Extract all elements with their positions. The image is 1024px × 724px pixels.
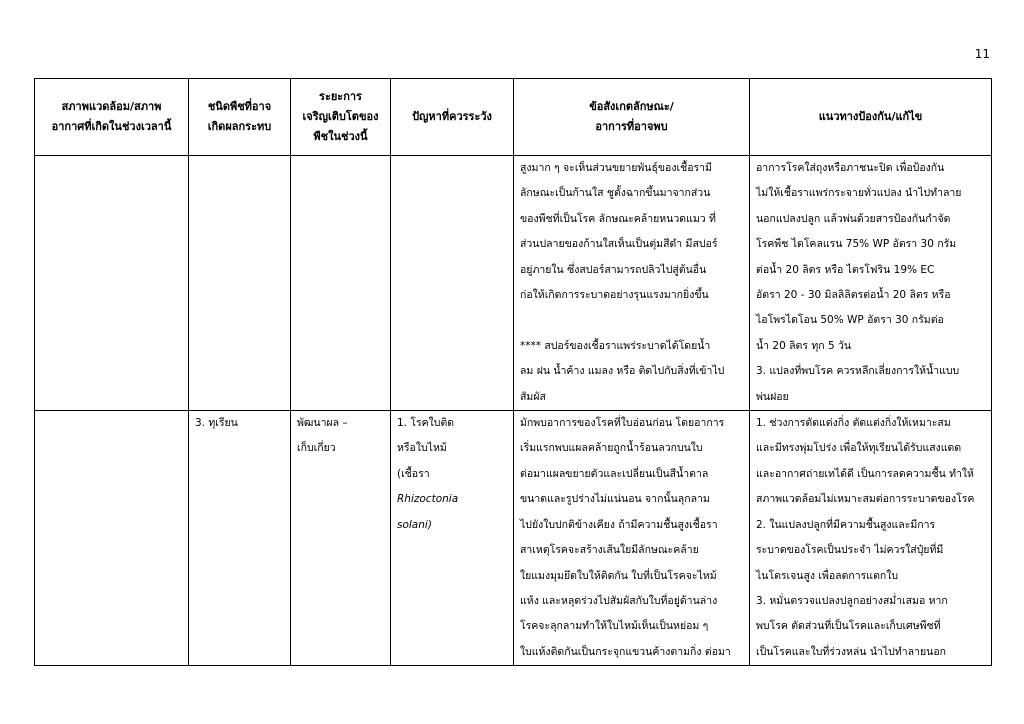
cell-text-line: สภาพแวดล้อมไม่เหมาะสมต่อการระบาดของโรค bbox=[756, 493, 975, 506]
cell-growth-stage bbox=[291, 156, 391, 411]
cell-text-line: พ่นฝอย bbox=[756, 390, 789, 403]
table-header-row bbox=[35, 79, 992, 156]
cell-text-line: นอกแปลงปลูก แล้วพ่นด้วยสารป้องกันกำจัด bbox=[756, 212, 951, 225]
cell-text-line: อากาศที่เกิดในช่วงเวลานี้ bbox=[51, 120, 172, 133]
cell-text-line: อาการที่อาจพบ bbox=[595, 120, 668, 133]
cell-text-line: ลม ฝน น้ำค้าง แมลง หรือ ติดไปกับสิ่งที่เข้าไป bbox=[520, 365, 725, 378]
pest-management-table bbox=[34, 78, 992, 666]
cell-text-line: 3. หมั่นตรวจแปลงปลูกอย่างสม่ำเสมอ หาก bbox=[756, 594, 948, 607]
cell-text-line: น้ำ 20 ลิตร ทุก 5 วัน bbox=[756, 339, 852, 352]
cell-text-line: โรคพืช ไดโคลแรน 75% WP อัตรา 30 กรัม bbox=[756, 238, 957, 251]
cell-symptoms bbox=[514, 156, 750, 411]
cell-text-line: สาเหตุโรคจะสร้างเส้นใยมีลักษณะคล้าย bbox=[520, 544, 699, 557]
cell-text-line: ระบาดของโรคเป็นประจำ ไม่ควรใส่ปุ๋ยที่มี bbox=[756, 544, 944, 557]
cell-text-line: 1. ช่วงการตัดแต่งกิ่ง ตัดแต่งกิ่งให้เหมาะสม bbox=[756, 417, 951, 430]
cell-text-line: พัฒนาผล – bbox=[297, 417, 348, 430]
cell-growth-stage bbox=[291, 411, 391, 666]
cell-problem bbox=[391, 411, 514, 666]
cell-text-line: และมีทรงพุ่มโปร่ง เพื่อให้ทุเรียนได้รับแสงแดด bbox=[756, 442, 962, 455]
cell-text-line: โรคจะลุกลามทำให้ใบไหม้เห็นเป็นหย่อม ๆ bbox=[520, 620, 709, 633]
cell-text-line: ใยแมงมุมยึดใบให้ติดกัน ใบที่เป็นโรคจะไหม้ bbox=[520, 569, 717, 582]
cell-text-line: แห้ง และหลุดร่วงไปสัมผัสกับใบที่อยู่ด้านล่าง bbox=[520, 594, 718, 607]
cell-text-line: ใบแห้งติดกันเป็นกระจุกแขวนค้างตามกิ่ง ต่อมา bbox=[520, 645, 731, 658]
cell-environment bbox=[35, 156, 189, 411]
cell-text-line: ต่อมาแผลขยายตัวและเปลี่ยนเป็นสีน้ำตาล bbox=[520, 467, 709, 480]
cell-environment bbox=[35, 411, 189, 666]
cell-text-line: ไนโตรเจนสูง เพื่อลดการแตกใบ bbox=[756, 569, 899, 582]
cell-text-line: 1. โรคใบติด bbox=[397, 417, 455, 430]
header-problem bbox=[391, 79, 514, 156]
table-row bbox=[35, 156, 992, 411]
cell-text-line: อยู่ภายใน ซึ่งสปอร์สามารถปลิวไปสู่ต้นอื่น bbox=[520, 263, 707, 276]
cell-crop bbox=[189, 156, 291, 411]
header-growth-stage bbox=[291, 79, 391, 156]
cell-text-line: สูงมาก ๆ จะเห็นส่วนขยายพันธุ์ของเชื้อรามี bbox=[520, 162, 712, 174]
cell-text-line bbox=[520, 308, 743, 333]
cell-text-line: ต่อน้ำ 20 ลิตร หรือ ไตรโฟริน 19% EC bbox=[756, 263, 935, 276]
table-row bbox=[35, 411, 992, 666]
cell-text-line: ข้อสังเกตลักษณะ/ bbox=[589, 100, 674, 113]
cell-text-line: 3. แปลงที่พบโรค ควรหลีกเลี่ยงการให้น้ำแบบ bbox=[756, 365, 960, 378]
cell-text-line: สภาพแวดล้อม/สภาพ bbox=[61, 100, 162, 113]
cell-text-line: (เชื้อรา bbox=[397, 467, 430, 480]
cell-text-line: ไม่ให้เชื้อราแพร่กระจายทั่วแปลง นำไปทำลาย bbox=[756, 187, 962, 200]
cell-text-line: 3. ทุเรียน bbox=[195, 417, 238, 430]
cell-text-line: พบโรค ตัดส่วนที่เป็นโรคและเก็บเศษพืชที่ bbox=[756, 620, 941, 633]
cell-solutions bbox=[750, 156, 992, 411]
header-solutions bbox=[750, 79, 992, 156]
cell-text-line: ของพืชที่เป็นโรค ลักษณะคล้ายหนวดแมว ที่ bbox=[520, 212, 716, 225]
cell-text-line: ไอโพรไดโอน 50% WP อัตรา 30 กรัมต่อ bbox=[756, 314, 944, 327]
header-crop bbox=[189, 79, 291, 156]
cell-text-line: ชนิดพืชที่อาจ bbox=[207, 100, 272, 113]
header-environment bbox=[35, 79, 189, 156]
cell-text-line: เก็บเกี่ยว bbox=[297, 442, 336, 455]
cell-text-line: อาการโรคใส่ถุงหรือภาชนะปิด เพื่อป้องกัน bbox=[756, 162, 945, 174]
cell-text-line: solani) bbox=[397, 518, 432, 531]
cell-text-line: เริ่มแรกพบแผลคล้ายถูกน้ำร้อนลวกบนใบ bbox=[520, 442, 703, 455]
cell-text-line: ลักษณะเป็นก้านใส ชูตั้งฉากขึ้นมาจากส่วน bbox=[520, 187, 711, 200]
cell-text-line: เกิดผลกระทบ bbox=[207, 120, 272, 133]
cell-text-line: แนวทางป้องกัน/แก้ไข bbox=[818, 110, 923, 123]
cell-text-line: ขนาดและรูปร่างไม่แน่นอน จากนั้นลุกลาม bbox=[520, 493, 710, 506]
cell-text-line: เป็นโรคและใบที่ร่วงหล่น นำไปทำลายนอก bbox=[756, 645, 946, 658]
cell-text-line: เจริญเติบโตของ bbox=[302, 110, 379, 123]
cell-text-line: ปัญหาที่ควรระวัง bbox=[412, 110, 492, 123]
cell-crop bbox=[189, 411, 291, 666]
cell-text-line: ก่อให้เกิดการระบาดอย่างรุนแรงมากยิ่งขึ้น bbox=[520, 289, 709, 302]
cell-text-line: 2. ในแปลงปลูกที่มีความชื้นสูงและมีการ bbox=[756, 518, 936, 531]
cell-text-line: สัมผัส bbox=[520, 390, 546, 403]
cell-solutions bbox=[750, 411, 992, 666]
cell-problem bbox=[391, 156, 514, 411]
cell-text-line: ไปยังใบปกติข้างเคียง ถ้ามีความชื้นสูงเชื้อรา bbox=[520, 518, 718, 531]
page-number: 11 bbox=[974, 47, 990, 61]
cell-text-line: **** สปอร์ของเชื้อราแพร่ระบาดได้โดยน้ำ bbox=[520, 339, 711, 352]
cell-text-line: หรือใบไหม้ bbox=[397, 442, 447, 455]
cell-text-line: Rhizoctonia bbox=[397, 493, 459, 506]
cell-text-line: ระยะการ bbox=[319, 90, 362, 103]
cell-symptoms bbox=[514, 411, 750, 666]
cell-text-line: และอากาศถ่ายเทได้ดี เป็นการลดความชื้น ทำให้ bbox=[756, 467, 974, 480]
cell-text-line: พืชในช่วงนี้ bbox=[313, 130, 368, 143]
cell-text-line: ส่วนปลายของก้านใสเห็นเป็นตุ่มสีดำ มีสปอร์ bbox=[520, 238, 718, 251]
header-symptoms bbox=[514, 79, 750, 156]
cell-text-line: มักพบอาการของโรคที่ใบอ่อนก่อน โดยอาการ bbox=[520, 417, 725, 430]
cell-text-line: อัตรา 20 - 30 มิลลิลิตรต่อน้ำ 20 ลิตร หรือ bbox=[756, 289, 951, 302]
